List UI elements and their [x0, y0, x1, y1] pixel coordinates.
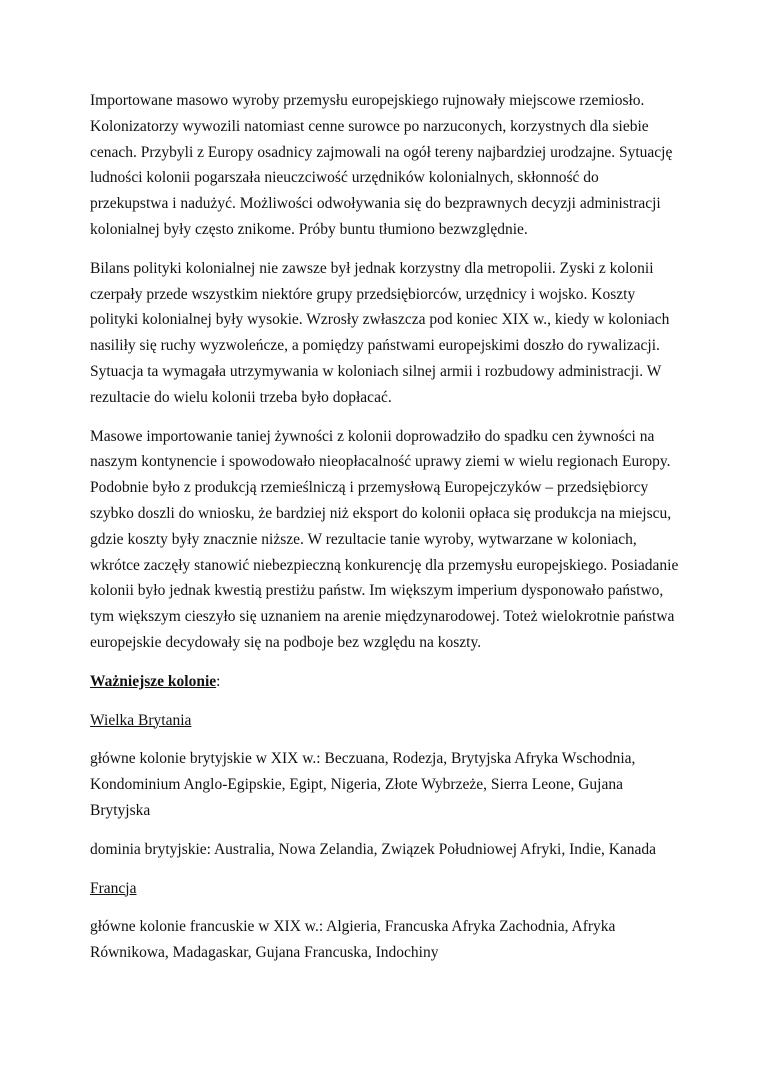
paragraph-food-import: Masowe importowanie taniej żywności z kolonii doprowadziło do spadku cen żywności na naszym kontynencie i spowodowało nieopłacalność uprawy ziemi w wielu regionach Europy. Podobnie było z produkcją rzemieślniczą i przemysłową Europejczyków – przedsiębiorcy szybko doszli do wniosku, że bardziej niż eksport do kolonii opłaca się produkcja na miejscu, gdzie koszty były znacznie niższe. W rezultacie tanie wyroby, wytwarzane w koloniach, wkrótce zaczęły stanowić niebezpieczną konkurencję dla przemysłu europejskiego. Posiadanie kolonii było jednak kwestią prestiżu państw. Im większym imperium dysponowało państwo, tym większym cieszyło się uznaniem na arenie międzynarodowej. Toteż wielokrotnie państwa europejskie decydowały się na podboje bez względu na koszty.	[90, 427, 679, 651]
document-page	[90, 88, 680, 979]
france-heading-text: Francja	[90, 879, 137, 897]
colonies-heading-text: Ważniejsze kolonie	[90, 672, 217, 690]
paragraph-colonial-exploitation: Importowane masowo wyroby przemysłu europejskiego rujnowały miejscowe rzemiosło. Kolonizatorzy wywozili natomiast cenne surowce po narzuconych, korzystnych dla siebie cenach. Przybyli z Europy osadnicy zajmowali na ogół tereny najbardziej urodzajne. Sytuację ludności kolonii pogarszała nieuczciwość urzędników kolonialnych, skłonność do przekupstwa i nadużyć. Możliwości odwoływania się do bezprawnych decyzji administracji kolonialnej były często znikome. Próby buntu tłumiono bezwzględnie.	[90, 92, 673, 238]
paragraph-colonial-balance: Bilans polityki kolonialnej nie zawsze był jednak korzystny dla metropolii. Zyski z kolonii czerpały przede wszystkim niektóre grupy przedsiębiorców, urzędnicy i wojsko. Koszty polityki kolonialnej były wysokie. Wzrosły zwłaszcza pod koniec XIX w., kiedy w koloniach nasiliły się ruchy wyzwoleńcze, a pomiędzy państwami europejskimi doszło do rywalizacji. Sytuacja ta wymagała utrzymywania w koloniach silnej armii i rozbudowy administracji. W rezultacie do wielu kolonii trzeba było dopłacać.	[90, 259, 670, 406]
britain-main-colonies: główne kolonie brytyjskie w XIX w.: Beczuana, Rodezja, Brytyjska Afryka Wschodnia, Kondominium Anglo-Egipskie, Egipt, Nigeria, Złote Wybrzeże, Sierra Leone, Gujana Brytyjska	[90, 750, 636, 819]
france-main-colonies: główne kolonie francuskie w XIX w.: Algieria, Francuska Afryka Zachodnia, Afryka Równikowa, Madagaskar, Gujana Francuska, Indochiny	[90, 918, 616, 962]
britain-dominions: dominia brytyjskie: Australia, Nowa Zelandia, Związek Południowej Afryki, Indie, Kanada	[90, 840, 657, 858]
colonies-heading	[90, 669, 680, 695]
france-heading	[90, 876, 680, 902]
britain-heading-text: Wielka Brytania	[90, 711, 192, 729]
britain-heading	[90, 708, 680, 734]
colonies-heading-colon: :	[216, 672, 221, 690]
